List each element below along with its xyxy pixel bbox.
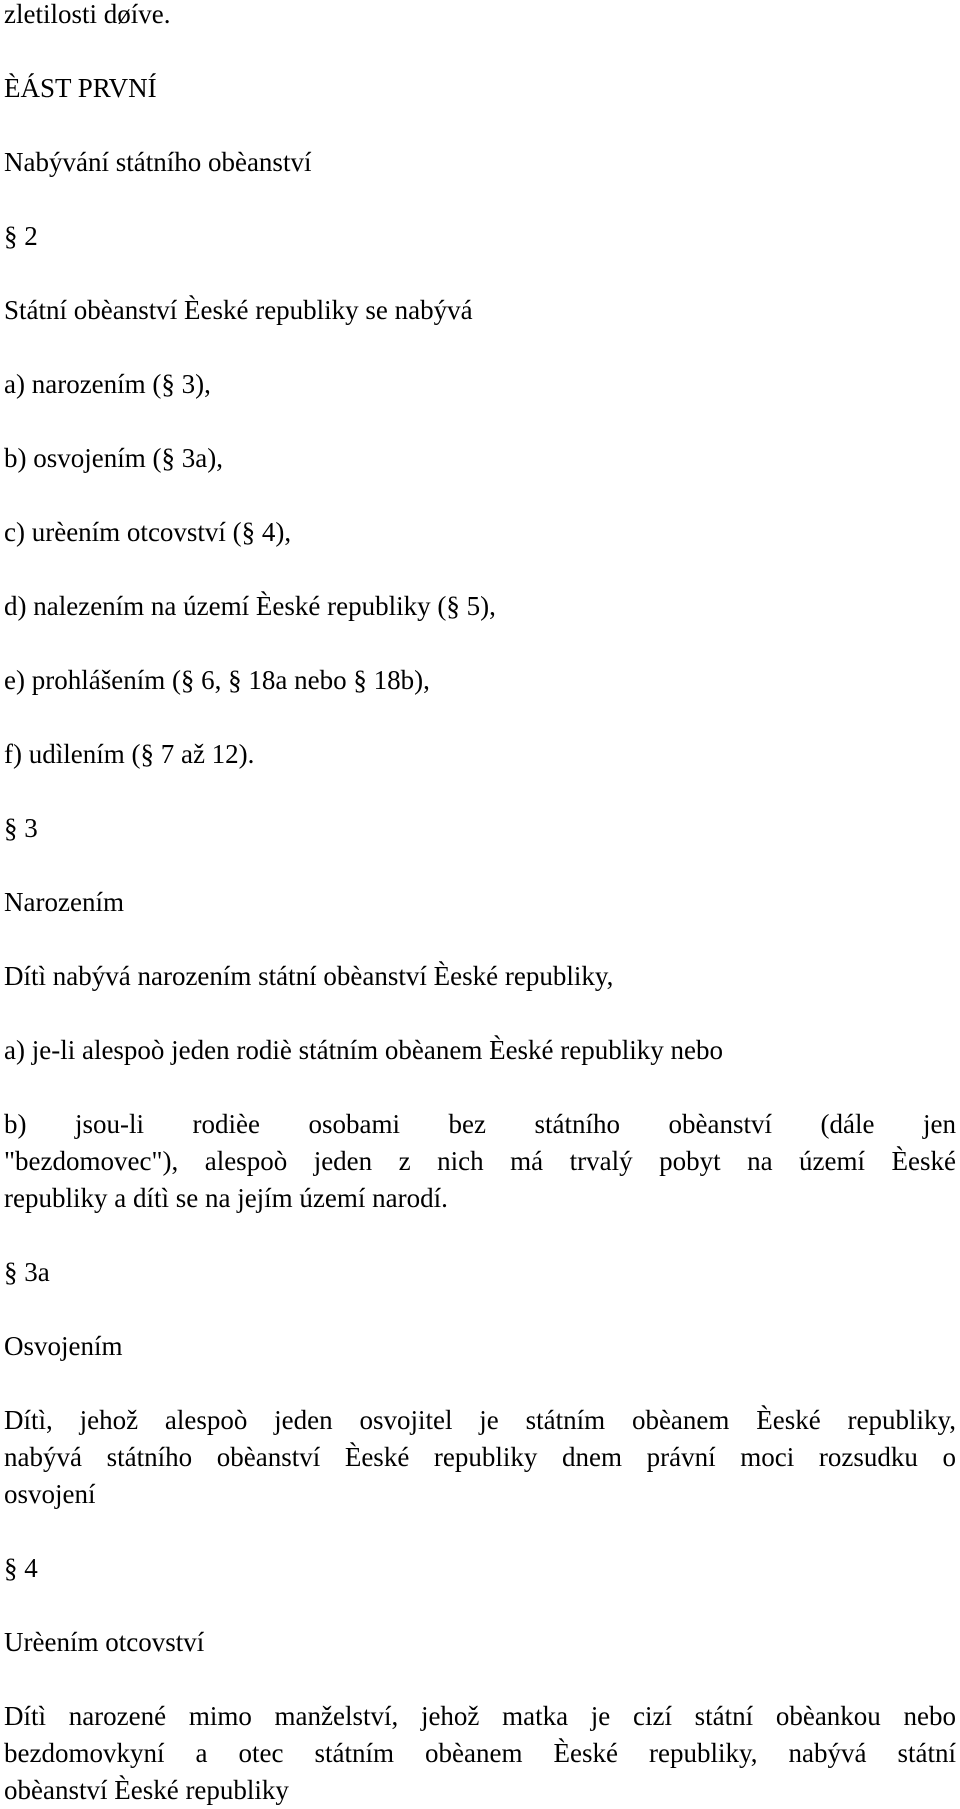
text-line: zletilosti døíve.	[4, 0, 171, 29]
paragraph: Dítì narozené mimo manželství, jehož matka je cizí státní obèankou nebo	[4, 1701, 956, 1731]
section-title: Urèením otcovství	[4, 1627, 205, 1657]
list-item: c) urèením otcovství (§ 4),	[4, 517, 292, 547]
section-number: § 3a	[4, 1257, 50, 1287]
list-item: b) osvojením (§ 3a),	[4, 443, 223, 473]
part-heading: ÈÁST PRVNÍ	[4, 73, 157, 103]
list-item-continued: republiky a dítì se na jejím území narodí.	[4, 1183, 448, 1213]
paragraph-continued: bezdomovkyní a otec státním obèanem Èeské republiky, nabývá státní	[4, 1738, 956, 1768]
list-item: a) narozením (§ 3),	[4, 369, 211, 399]
section-number: § 2	[4, 221, 38, 251]
section-title: Osvojením	[4, 1331, 123, 1361]
paragraph: Dítì, jehož alespoò jeden osvojitel je státním obèanem Èeské republiky,	[4, 1405, 956, 1435]
section-title: Narozením	[4, 887, 124, 917]
list-item: b) jsou-li rodièe osobami bez státního obèanství (dále jen	[4, 1109, 956, 1139]
paragraph-continued: osvojení	[4, 1479, 96, 1509]
list-item-continued: "bezdomovec"), alespoò jeden z nich má trvalý pobyt na území Èeské	[4, 1146, 956, 1176]
paragraph: Státní obèanství Èeské republiky se nabývá	[4, 295, 473, 325]
list-item: e) prohlášením (§ 6, § 18a nebo § 18b),	[4, 665, 430, 695]
section-number: § 4	[4, 1553, 38, 1583]
paragraph-continued: obèanství Èeské republiky	[4, 1775, 289, 1805]
paragraph: Dítì nabývá narozením státní obèanství Èeské republiky,	[4, 961, 614, 991]
list-item: d) nalezením na území Èeské republiky (§ 5),	[4, 591, 496, 621]
section-number: § 3	[4, 813, 38, 843]
part-title: Nabývání státního obèanství	[4, 147, 312, 177]
list-item: a) je-li alespoò jeden rodiè státním obèanem Èeské republiky nebo	[4, 1035, 724, 1065]
list-item: f) udìlením (§ 7 až 12).	[4, 739, 255, 769]
paragraph-continued: nabývá státního obèanství Èeské republiky dnem právní moci rozsudku o	[4, 1442, 956, 1472]
